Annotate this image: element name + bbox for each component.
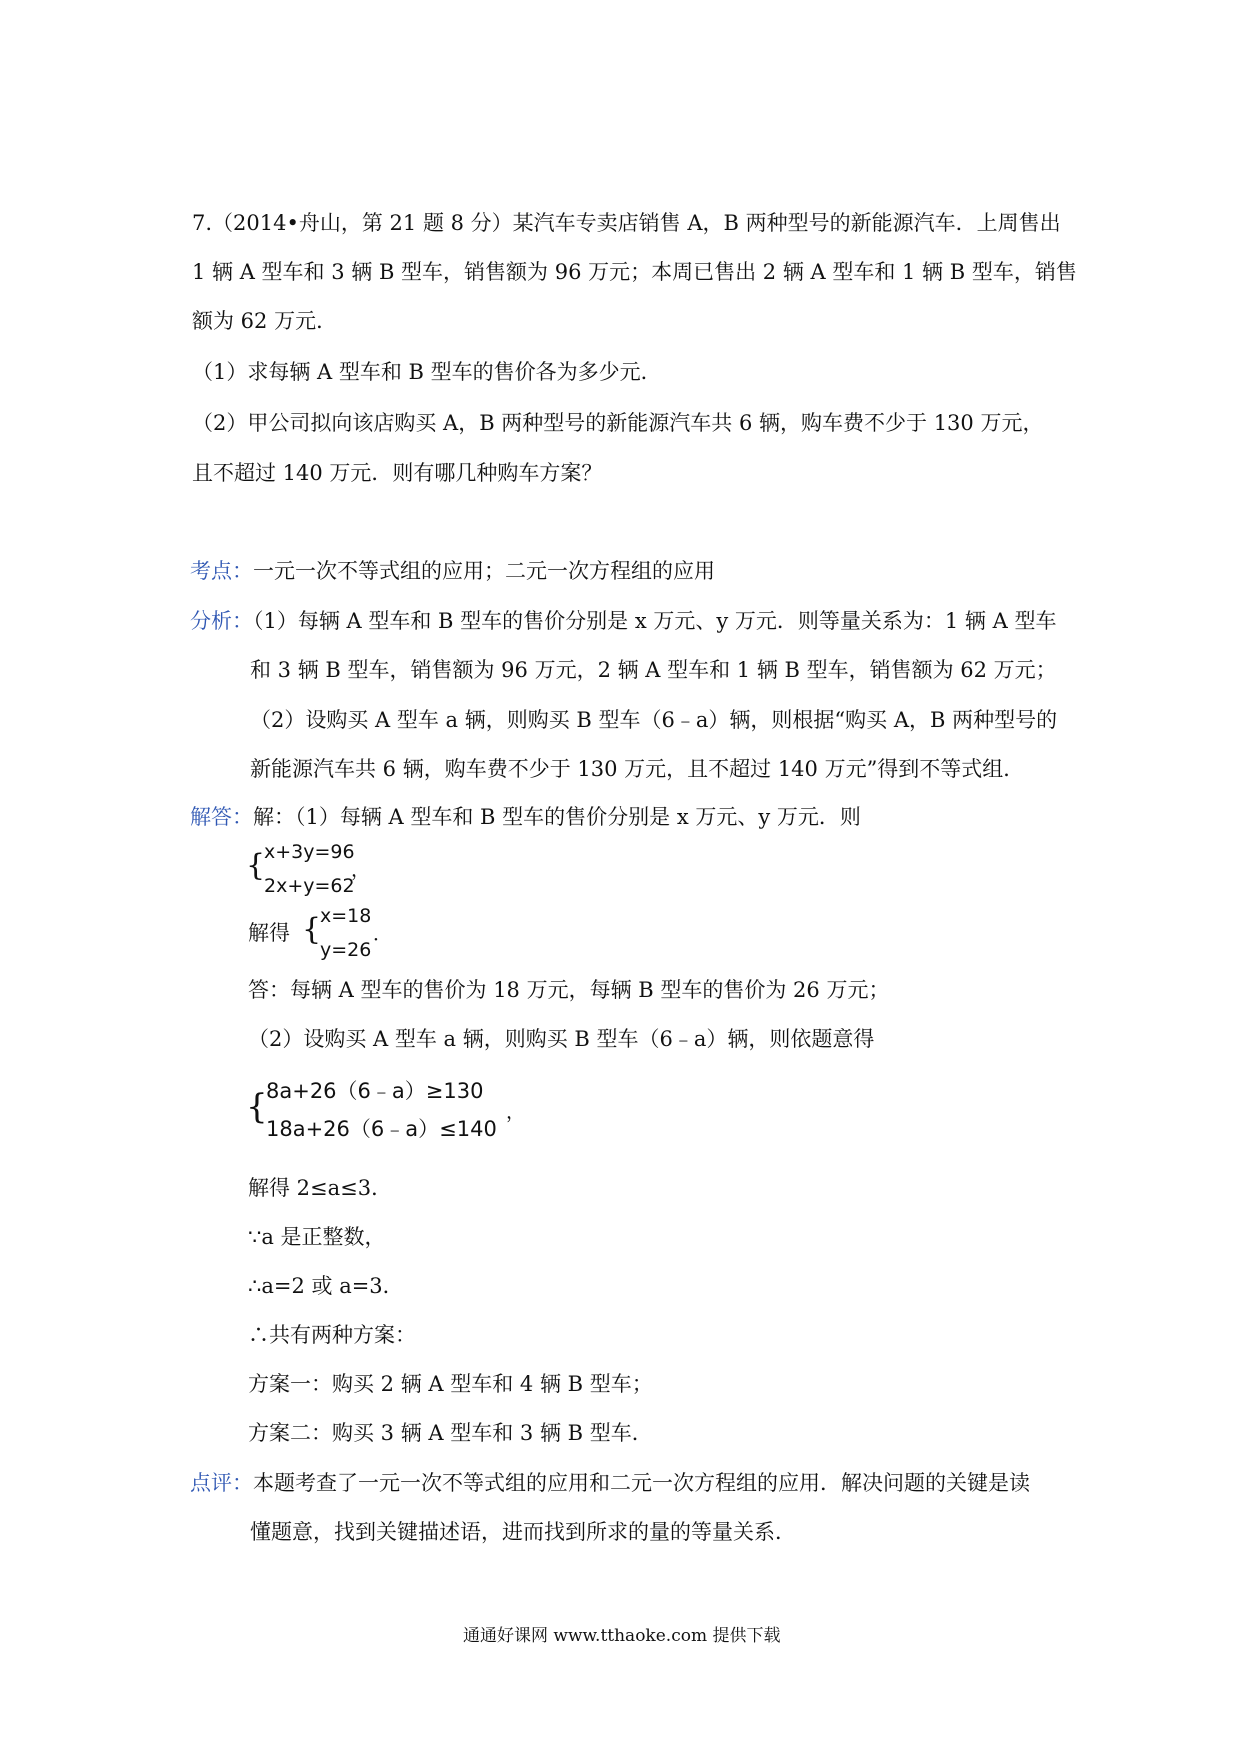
therefore-line-2: ∴共有两种方案： bbox=[248, 1323, 416, 1347]
fenxi-label: 分析： bbox=[190, 609, 253, 633]
inequality-2: 18a+26（6﹣a）≤140 bbox=[266, 1117, 497, 1141]
therefore-line-1: ∴a=2 或 a=3． bbox=[248, 1274, 404, 1298]
fenxi-line-4: 新能源汽车共 6 辆，购车费不少于 130 万元，且不超过 140 万元”得到不等式组． bbox=[250, 757, 1025, 781]
dianping-text-1: 本题考查了一元一次不等式组的应用和二元一次方程组的应用．解决问题的关键是读 bbox=[253, 1471, 1030, 1495]
question-part-1: （1）求每辆 A 型车和 B 型车的售价各为多少元． bbox=[192, 360, 662, 384]
system-1-eq-2: 2x+y=62 bbox=[264, 875, 355, 897]
left-brace-icon: { bbox=[246, 848, 266, 883]
inequality-tail: ， bbox=[506, 1101, 526, 1123]
system-1-eq-1: x+3y=96 bbox=[264, 841, 355, 863]
inequality-1: 8a+26（6﹣a）≥130 bbox=[266, 1079, 484, 1103]
fenxi-line-3: （2）设购买 A 型车 a 辆，则购买 B 型车（6﹣a）辆，则根据“购买 A，B 两种型号的 bbox=[250, 708, 1058, 732]
system-1-tail: ， bbox=[351, 859, 371, 881]
answer-1: 答：每辆 A 型车的售价为 18 万元，每辆 B 型车的售价为 26 万元； bbox=[248, 978, 890, 1002]
jieda-line-1 bbox=[190, 802, 861, 832]
system-2-eq-1: x=18 bbox=[320, 905, 372, 927]
solve-label: 解得 bbox=[248, 921, 290, 945]
fenxi-text-1: （1）每辆 A 型车和 B 型车的售价分别是 x 万元、y 万元．则等量关系为：1 辆 A 型车 bbox=[253, 609, 1057, 633]
question-part-2b: 且不超过 140 万元．则有哪几种购车方案？ bbox=[192, 461, 603, 485]
fenxi-line-1 bbox=[190, 606, 1056, 636]
kaodian-label: 考点： bbox=[190, 559, 253, 583]
plan-1: 方案一：购买 2 辆 A 型车和 4 辆 B 型车； bbox=[248, 1372, 653, 1396]
question-line-1: 7.（2014•舟山，第 21 题 8 分）某汽车专卖店销售 A，B 两种型号的新能源汽车．上周售出 bbox=[192, 211, 1061, 235]
because-line: ∵a 是正整数， bbox=[248, 1225, 386, 1249]
page-footer: 通通好课网 www.tthaoke.com 提供下载 bbox=[463, 1626, 781, 1646]
question-line-2: 1 辆 A 型车和 3 辆 B 型车，销售额为 96 万元；本周已售出 2 辆 A 型车和 1 辆 B 型车，销售 bbox=[192, 260, 1077, 284]
question-part-2a: （2）甲公司拟向该店购买 A，B 两种型号的新能源汽车共 6 辆，购车费不少于 130 万元， bbox=[192, 411, 1044, 435]
system-2-eq-2: y=26 bbox=[320, 939, 372, 961]
left-brace-icon: { bbox=[302, 912, 322, 947]
dianping-line-2: 懂题意，找到关键描述语，进而找到所求的量的等量关系． bbox=[250, 1520, 796, 1544]
kaodian-line bbox=[190, 556, 715, 586]
kaodian-text: 一元一次不等式组的应用；二元一次方程组的应用 bbox=[253, 559, 715, 583]
jieda-text-1: 解：（1）每辆 A 型车和 B 型车的售价分别是 x 万元、y 万元．则 bbox=[253, 805, 861, 829]
system-2-tail: ． bbox=[373, 923, 393, 945]
result-range: 解得 2≤a≤3． bbox=[248, 1176, 393, 1200]
plan-2: 方案二：购买 3 辆 A 型车和 3 辆 B 型车． bbox=[248, 1421, 653, 1445]
fenxi-line-2: 和 3 辆 B 型车，销售额为 96 万元，2 辆 A 型车和 1 辆 B 型车，销售额为 62 万元； bbox=[250, 658, 1057, 682]
left-brace-icon: { bbox=[246, 1087, 268, 1127]
dianping-line-1 bbox=[190, 1468, 1030, 1498]
question-line-3: 额为 62 万元． bbox=[192, 309, 338, 333]
solution-part-2: （2）设购买 A 型车 a 辆，则购买 B 型车（6﹣a）辆，则依题意得 bbox=[248, 1027, 875, 1051]
dianping-label: 点评： bbox=[190, 1471, 253, 1495]
jieda-label: 解答： bbox=[190, 805, 253, 829]
